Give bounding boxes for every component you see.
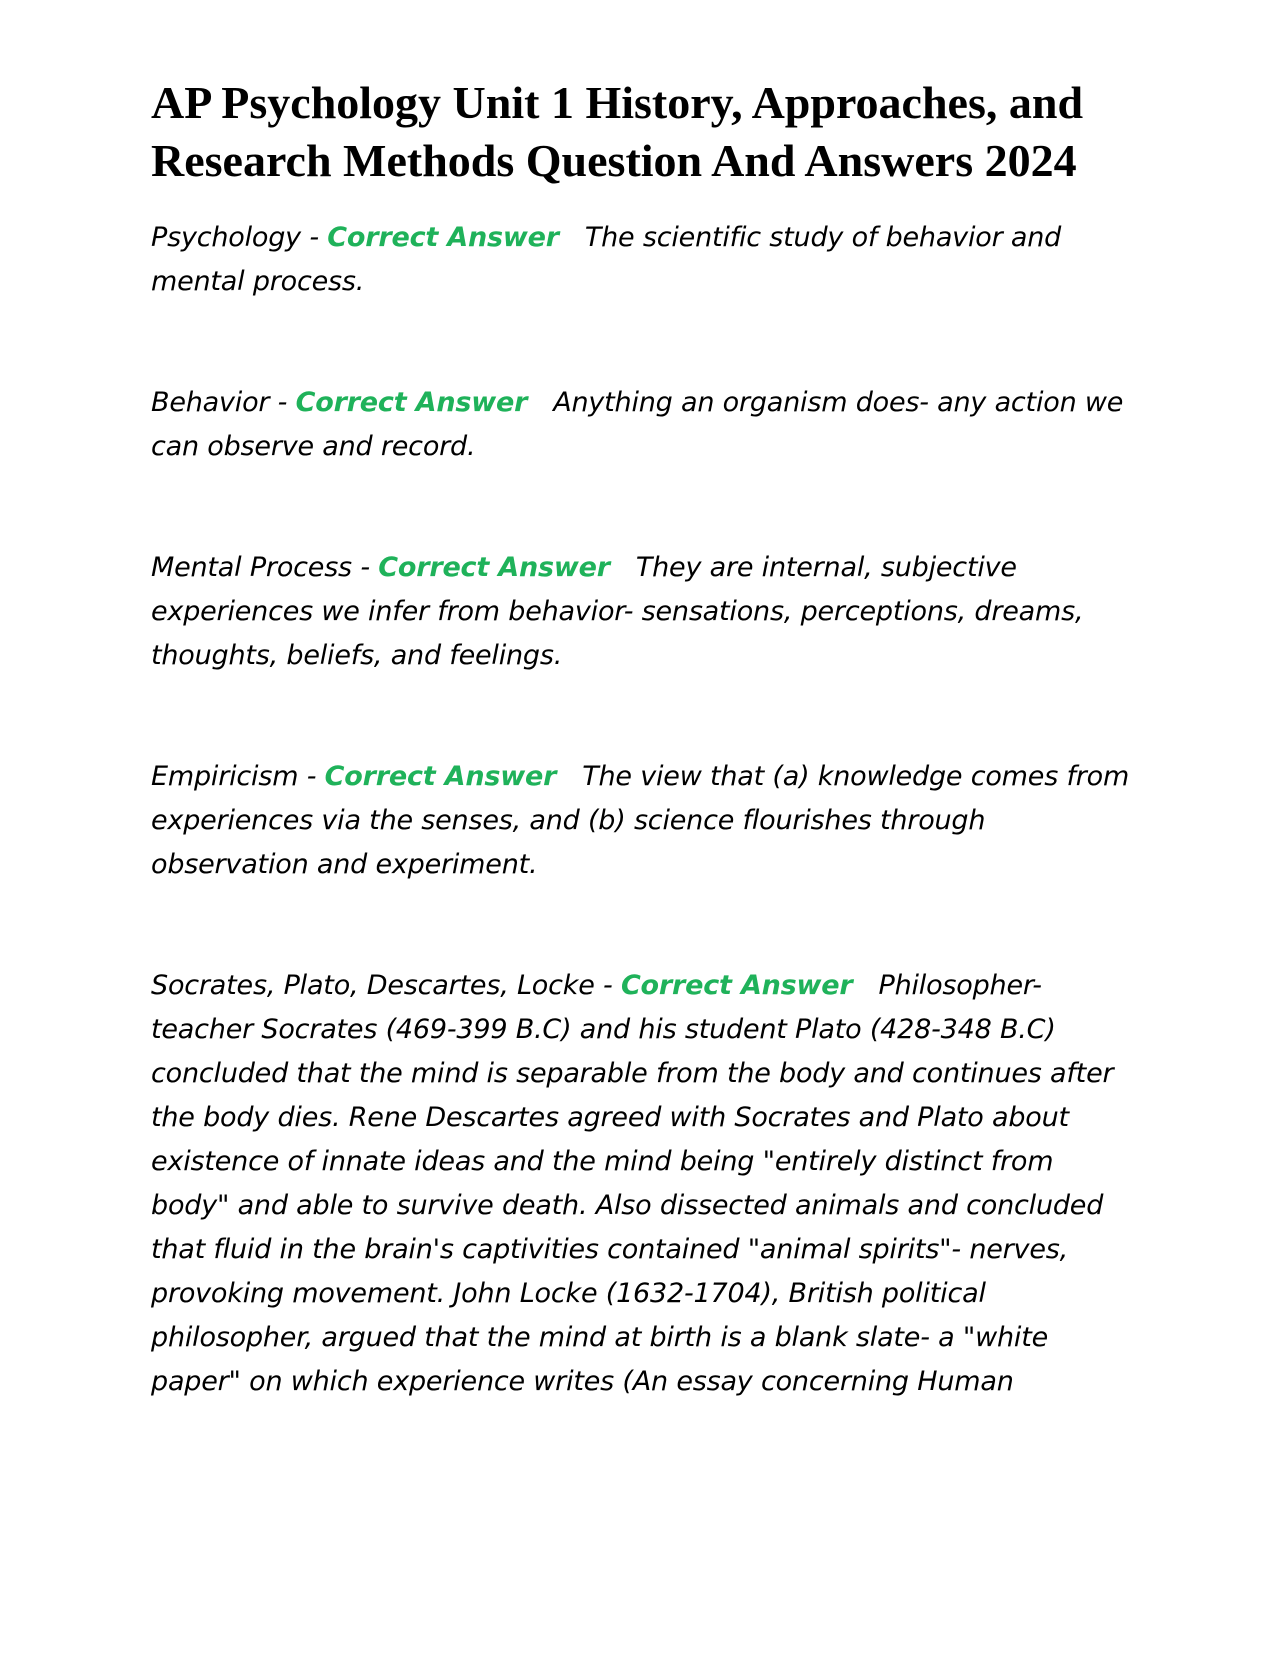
qa-term: Psychology	[151, 222, 301, 253]
qa-term: Behavior	[151, 387, 270, 418]
qa-term: Empiricism	[151, 761, 299, 792]
qa-definition: The scientific study of behavior and mental process.	[151, 222, 1062, 297]
qa-definition: The view that (a) knowledge comes from experiences via the senses, and (b) science flourishes through observation and experiment.	[151, 761, 1130, 880]
correct-answer-label: Correct Answer	[327, 222, 559, 253]
qa-entry: Mental Process - Correct Answer They are internal, subjective experiences we infer from behavior- sensations, perceptions, dreams, thoughts, beliefs, and feelings.	[151, 552, 1084, 671]
qa-definition: They are internal, subjective experiences we infer from behavior- sensations, perceptions, dreams, thoughts, beliefs, and feelings.	[151, 552, 1084, 671]
qa-entry: Psychology - Correct Answer The scientific study of behavior and mental process.	[151, 222, 1062, 297]
qa-entry: Empiricism - Correct Answer The view that (a) knowledge comes from experiences via the senses, and (b) science flourishes through observation and experiment.	[151, 761, 1130, 880]
qa-term: Mental Process	[151, 552, 352, 583]
document-page	[151, 74, 1136, 1481]
correct-answer-label: Correct Answer	[620, 970, 853, 1001]
correct-answer-label: Correct Answer	[324, 761, 557, 792]
document-title: AP Psychology Unit 1 History, Approaches, and Research Methods Question And Answers 2024	[151, 77, 1084, 186]
correct-answer-label: Correct Answer	[295, 387, 528, 418]
qa-definition: Philosopher-teacher Socrates (469-399 B.C) and his student Plato (428-348 B.C) concluded that the mind is separable from the body and continues after the body dies. Rene Descartes agreed with Socrates and Plato about existence of innate ideas and the mind being "entirely distinct from body" and able to survive death. Also dissected animals and concluded that fluid in the brain's captivities contained "animal spirits"- nerves, provoking movement. John Locke (1632-1704), British political philosopher, argued that the mind at birth is a blank slate- a "white paper" on which experience writes (An essay concerning Human	[151, 970, 1114, 1397]
qa-term: Socrates, Plato, Descartes, Locke	[151, 970, 595, 1001]
qa-entry: Socrates, Plato, Descartes, Locke - Correct Answer Philosopher-teacher Socrates (469-399 B.C) and his student Plato (428-348 B.C) concluded that the mind is separable from the body and continues after the body dies. Rene Descartes agreed with Socrates and Plato about existence of innate ideas and the mind being "entirely distinct from body" and able to survive death. Also dissected animals and concluded that fluid in the brain's captivities contained "animal spirits"- nerves, provoking movement. John Locke (1632-1704), British political philosopher, argued that the mind at birth is a blank slate- a "white paper" on which experience writes (An essay concerning Human	[151, 970, 1114, 1397]
qa-entry: Behavior - Correct Answer Anything an organism does- any action we can observe and record.	[151, 387, 1124, 462]
qa-definition: Anything an organism does- any action we can observe and record.	[151, 387, 1124, 462]
correct-answer-label: Correct Answer	[378, 552, 610, 583]
